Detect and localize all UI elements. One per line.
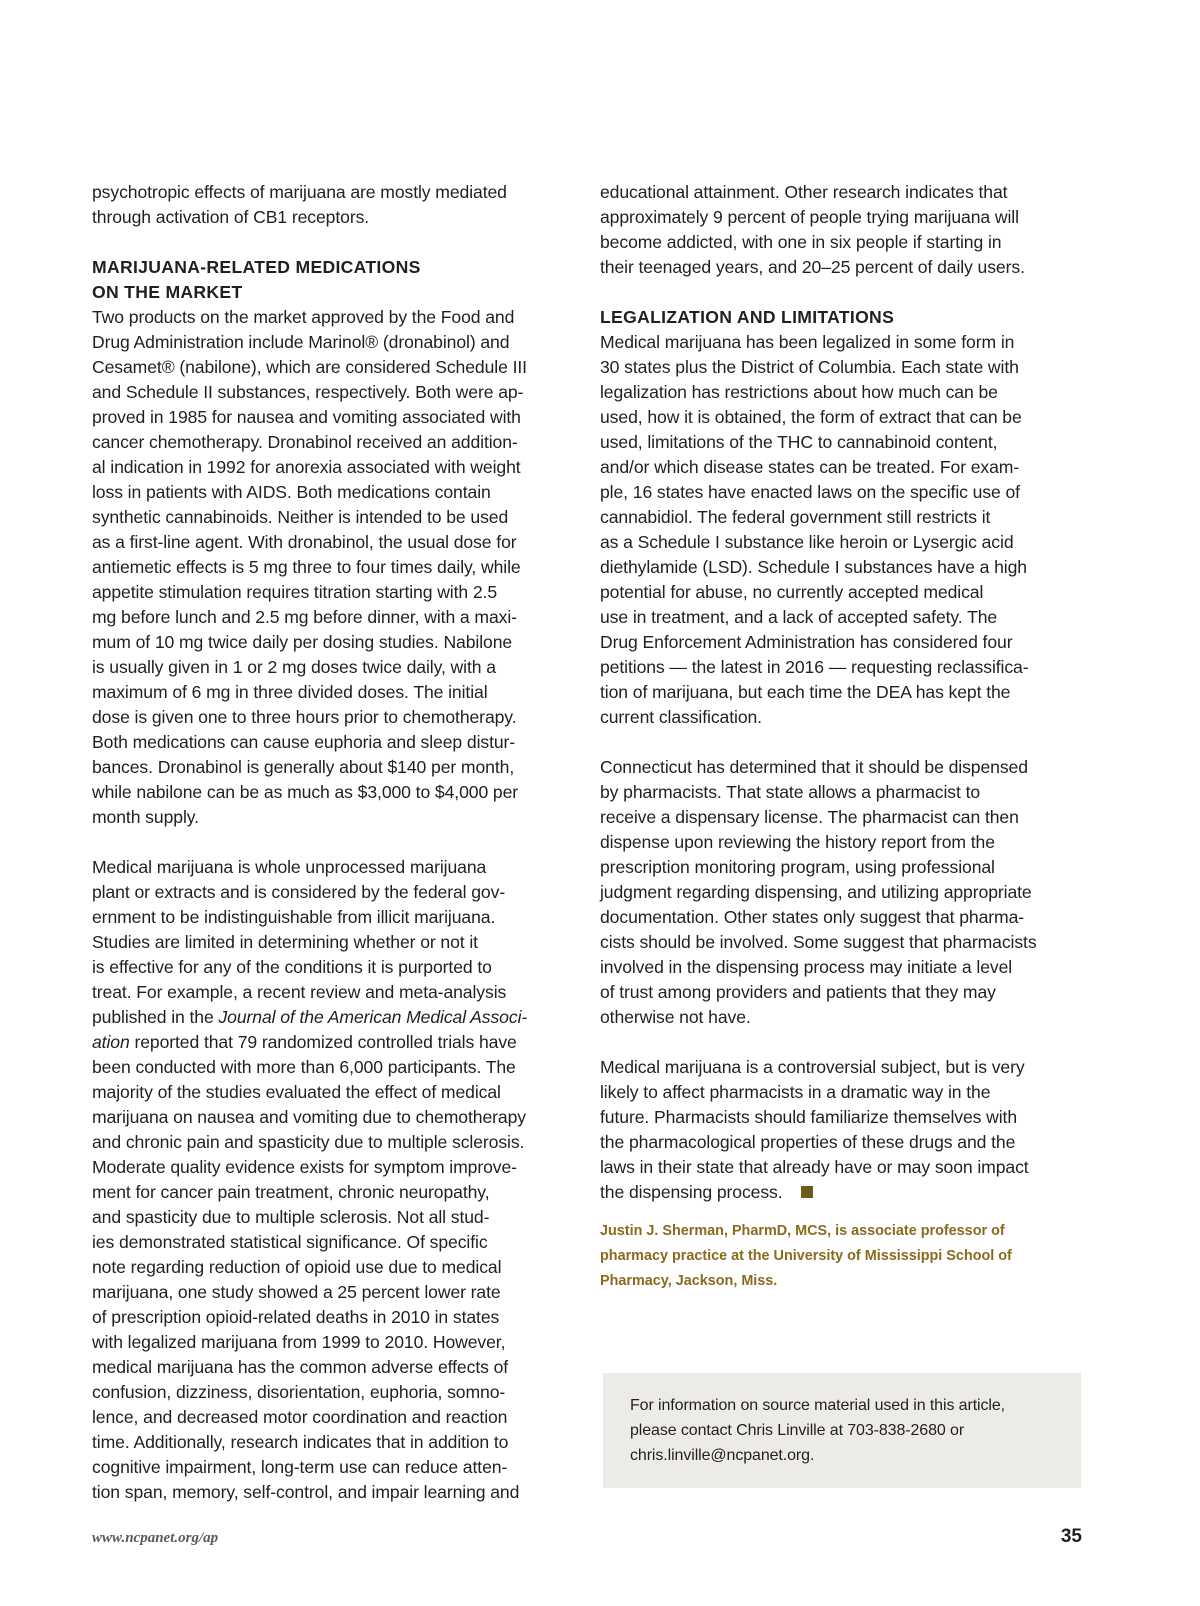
body-text-line: used, limitations of the THC to cannabinoid content, xyxy=(600,432,998,452)
body-text-line: and chronic pain and spasticity due to multiple sclerosis. xyxy=(92,1132,525,1152)
info-text-line: please contact Chris Linville at 703-838-2680 or xyxy=(630,1422,965,1439)
body-text-line: used, how it is obtained, the form of extract that can be xyxy=(600,407,1022,427)
body-text-line: as a Schedule I substance like heroin or Lysergic acid xyxy=(600,532,1014,552)
body-text-line xyxy=(600,1180,1090,1205)
body-text-line: mum of 10 mg twice daily per dosing studies. Nabilone xyxy=(92,632,513,652)
body-text-line xyxy=(92,1030,572,1055)
body-text-line: Medical marijuana is whole unprocessed marijuana xyxy=(92,857,487,877)
page-number: 35 xyxy=(1060,1526,1082,1547)
body-text-line: use in treatment, and a lack of accepted safety. The xyxy=(600,607,998,627)
body-text-line: current classification. xyxy=(600,707,762,727)
author-bio-line: pharmacy practice at the University of Mississippi School of xyxy=(600,1248,1012,1264)
body-text-line: psychotropic effects of marijuana are mostly mediated xyxy=(92,182,507,202)
body-text-line: petitions — the latest in 2016 — requesting reclassifica- xyxy=(600,657,1029,677)
body-text-line: legalization has restrictions about how much can be xyxy=(600,382,998,402)
body-text-line: lence, and decreased motor coordination and reaction xyxy=(92,1407,508,1427)
body-text-line: as a first-line agent. With dronabinol, the usual dose for xyxy=(92,532,517,552)
text-run: published in the xyxy=(92,1007,219,1027)
body-text-line: of trust among providers and patients that they may xyxy=(600,982,996,1002)
body-text-line: become addicted, with one in six people if starting in xyxy=(600,232,1002,252)
end-of-article-square-icon xyxy=(801,1186,813,1198)
body-text-line: and/or which disease states can be treated. For exam- xyxy=(600,457,1020,477)
body-text-line: al indication in 1992 for anorexia associated with weight xyxy=(92,457,521,477)
body-text-line: cannabidiol. The federal government still restricts it xyxy=(600,507,991,527)
body-text-line: confusion, dizziness, disorientation, euphoria, somno- xyxy=(92,1382,506,1402)
body-text-line: judgment regarding dispensing, and utilizing appropriate xyxy=(600,882,1032,902)
info-email-line: chris.linville@ncpanet.org. xyxy=(630,1447,815,1464)
body-text-line: ernment to be indistinguishable from illicit marijuana. xyxy=(92,907,496,927)
body-text-line: their teenaged years, and 20–25 percent of daily users. xyxy=(600,257,1025,277)
body-text-line: and spasticity due to multiple sclerosis. Not all stud- xyxy=(92,1207,490,1227)
body-text-line: likely to affect pharmacists in a dramatic way in the xyxy=(600,1082,991,1102)
body-text-line: and Schedule II substances, respectively. Both were ap- xyxy=(92,382,524,402)
body-text-line: approximately 9 percent of people trying marijuana will xyxy=(600,207,1019,227)
body-text-line: Cesamet® (nabilone), which are considered Schedule III xyxy=(92,357,527,377)
body-text-line: dispense upon reviewing the history report from the xyxy=(600,832,995,852)
body-text-line: educational attainment. Other research indicates that xyxy=(600,182,1008,202)
body-text-line: receive a dispensary license. The pharmacist can then xyxy=(600,807,1019,827)
body-text-line: ies demonstrated statistical significance. Of specific xyxy=(92,1232,488,1252)
body-text-line: Both medications can cause euphoria and sleep distur- xyxy=(92,732,516,752)
body-text-line: documentation. Other states only suggest that pharma- xyxy=(600,907,1025,927)
body-text-line: of prescription opioid-related deaths in 2010 in states xyxy=(92,1307,500,1327)
info-text-line: For information on source material used in this article, xyxy=(630,1397,1006,1414)
body-text-line: marijuana on nausea and vomiting due to chemotherapy xyxy=(92,1107,526,1127)
body-text-line: bances. Dronabinol is generally about $140 per month, xyxy=(92,757,515,777)
body-text-line: note regarding reduction of opioid use due to medical xyxy=(92,1257,502,1277)
body-text-line: while nabilone can be as much as $3,000 to $4,000 per xyxy=(92,782,519,802)
journal-title: Journal of the American Medical Associ- xyxy=(218,1007,528,1027)
body-text-line: treat. For example, a recent review and meta-analysis xyxy=(92,982,507,1002)
paragraph-medications xyxy=(92,305,572,830)
body-text-line: cognitive impairment, long-term use can reduce atten- xyxy=(92,1457,508,1477)
body-text-line: future. Pharmacists should familiarize themselves with xyxy=(600,1107,1018,1127)
body-text-line: Medical marijuana is a controversial subject, but is very xyxy=(600,1057,1025,1077)
body-text-line: synthetic cannabinoids. Neither is intended to be used xyxy=(92,507,509,527)
paragraph-legalization xyxy=(600,330,1090,730)
body-text-line: diethylamide (LSD). Schedule I substances have a high xyxy=(600,557,1027,577)
author-bio xyxy=(600,1219,1090,1294)
body-text-line: Studies are limited in determining whether or not it xyxy=(92,932,478,952)
body-text-line: ment for cancer pain treatment, chronic neuropathy, xyxy=(92,1182,490,1202)
body-text-line: maximum of 6 mg in three divided doses. The initial xyxy=(92,682,488,702)
body-text-line: potential for abuse, no currently accepted medical xyxy=(600,582,984,602)
body-text-line: month supply. xyxy=(92,807,199,827)
text-run: reported that 79 randomized controlled trials have xyxy=(129,1032,517,1052)
author-bio-line: Pharmacy, Jackson, Miss. xyxy=(600,1273,778,1289)
body-text-line: involved in the dispensing process may initiate a level xyxy=(600,957,1013,977)
body-text-line: majority of the studies evaluated the effect of medical xyxy=(92,1082,501,1102)
author-bio-line: Justin J. Sherman, PharmD, MCS, is associate professor of xyxy=(600,1223,1005,1239)
text-run: the dispensing process. xyxy=(600,1182,783,1202)
paragraph-connecticut xyxy=(600,755,1090,1030)
body-text-line: 30 states plus the District of Columbia. Each state with xyxy=(600,357,1019,377)
body-text-line: been conducted with more than 6,000 participants. The xyxy=(92,1057,516,1077)
body-text-line: antiemetic effects is 5 mg three to four times daily, while xyxy=(92,557,521,577)
body-text-line: cancer chemotherapy. Dronabinol received an addition- xyxy=(92,432,518,452)
journal-title: ation xyxy=(92,1032,130,1052)
body-text-line: Two products on the market approved by the Food and xyxy=(92,307,515,327)
body-text-line: tion span, memory, self-control, and impair learning and xyxy=(92,1482,520,1502)
body-text-line: Medical marijuana has been legalized in some form in xyxy=(600,332,1015,352)
body-text-line: Moderate quality evidence exists for symptom improve- xyxy=(92,1157,517,1177)
body-text-line: is usually given in 1 or 2 mg doses twice daily, with a xyxy=(92,657,496,677)
body-text-line: plant or extracts and is considered by the federal gov- xyxy=(92,882,506,902)
body-text-line: the pharmacological properties of these drugs and the xyxy=(600,1132,1016,1152)
right-column xyxy=(600,180,1090,1294)
body-text-line: marijuana, one study showed a 25 percent lower rate xyxy=(92,1282,501,1302)
body-text-line: loss in patients with AIDS. Both medications contain xyxy=(92,482,491,502)
body-text-line: ple, 16 states have enacted laws on the specific use of xyxy=(600,482,1020,502)
body-text-line xyxy=(92,1005,572,1030)
body-text-line: laws in their state that already have or may soon impact xyxy=(600,1157,1029,1177)
body-text-line: cists should be involved. Some suggest that pharmacists xyxy=(600,932,1037,952)
body-text-line: by pharmacists. That state allows a pharmacist to xyxy=(600,782,981,802)
body-text-line: appetite stimulation requires titration starting with 2.5 xyxy=(92,582,498,602)
body-text-line: with legalized marijuana from 1999 to 2010. However, xyxy=(92,1332,506,1352)
body-text-line: tion of marijuana, but each time the DEA has kept the xyxy=(600,682,1011,702)
body-text-line: Drug Administration include Marinol® (dronabinol) and xyxy=(92,332,510,352)
body-text-line: time. Additionally, research indicates that in addition to xyxy=(92,1432,509,1452)
body-text-line: mg before lunch and 2.5 mg before dinner, with a maxi- xyxy=(92,607,517,627)
body-text-line: through activation of CB1 receptors. xyxy=(92,207,370,227)
source-info-box xyxy=(603,1373,1081,1488)
section-heading: ON THE MARKET xyxy=(92,282,243,302)
body-text-line: proved in 1985 for nausea and vomiting associated with xyxy=(92,407,521,427)
body-text-line: Drug Enforcement Administration has considered four xyxy=(600,632,1013,652)
body-text-line: medical marijuana has the common adverse effects of xyxy=(92,1357,509,1377)
section-heading: LEGALIZATION AND LIMITATIONS xyxy=(600,307,895,327)
body-text-line: otherwise not have. xyxy=(600,1007,751,1027)
paragraph-medical-marijuana xyxy=(92,855,572,1505)
body-text-line: dose is given one to three hours prior to chemotherapy. xyxy=(92,707,517,727)
left-column xyxy=(92,180,572,1505)
section-heading: MARIJUANA-RELATED MEDICATIONS xyxy=(92,257,421,277)
body-text-line: Connecticut has determined that it should be dispensed xyxy=(600,757,1028,777)
paragraph-conclusion xyxy=(600,1055,1090,1205)
footer-url: www.ncpanet.org/ap xyxy=(92,1530,219,1546)
body-text-line: is effective for any of the conditions it is purported to xyxy=(92,957,492,977)
body-text-line: prescription monitoring program, using professional xyxy=(600,857,995,877)
